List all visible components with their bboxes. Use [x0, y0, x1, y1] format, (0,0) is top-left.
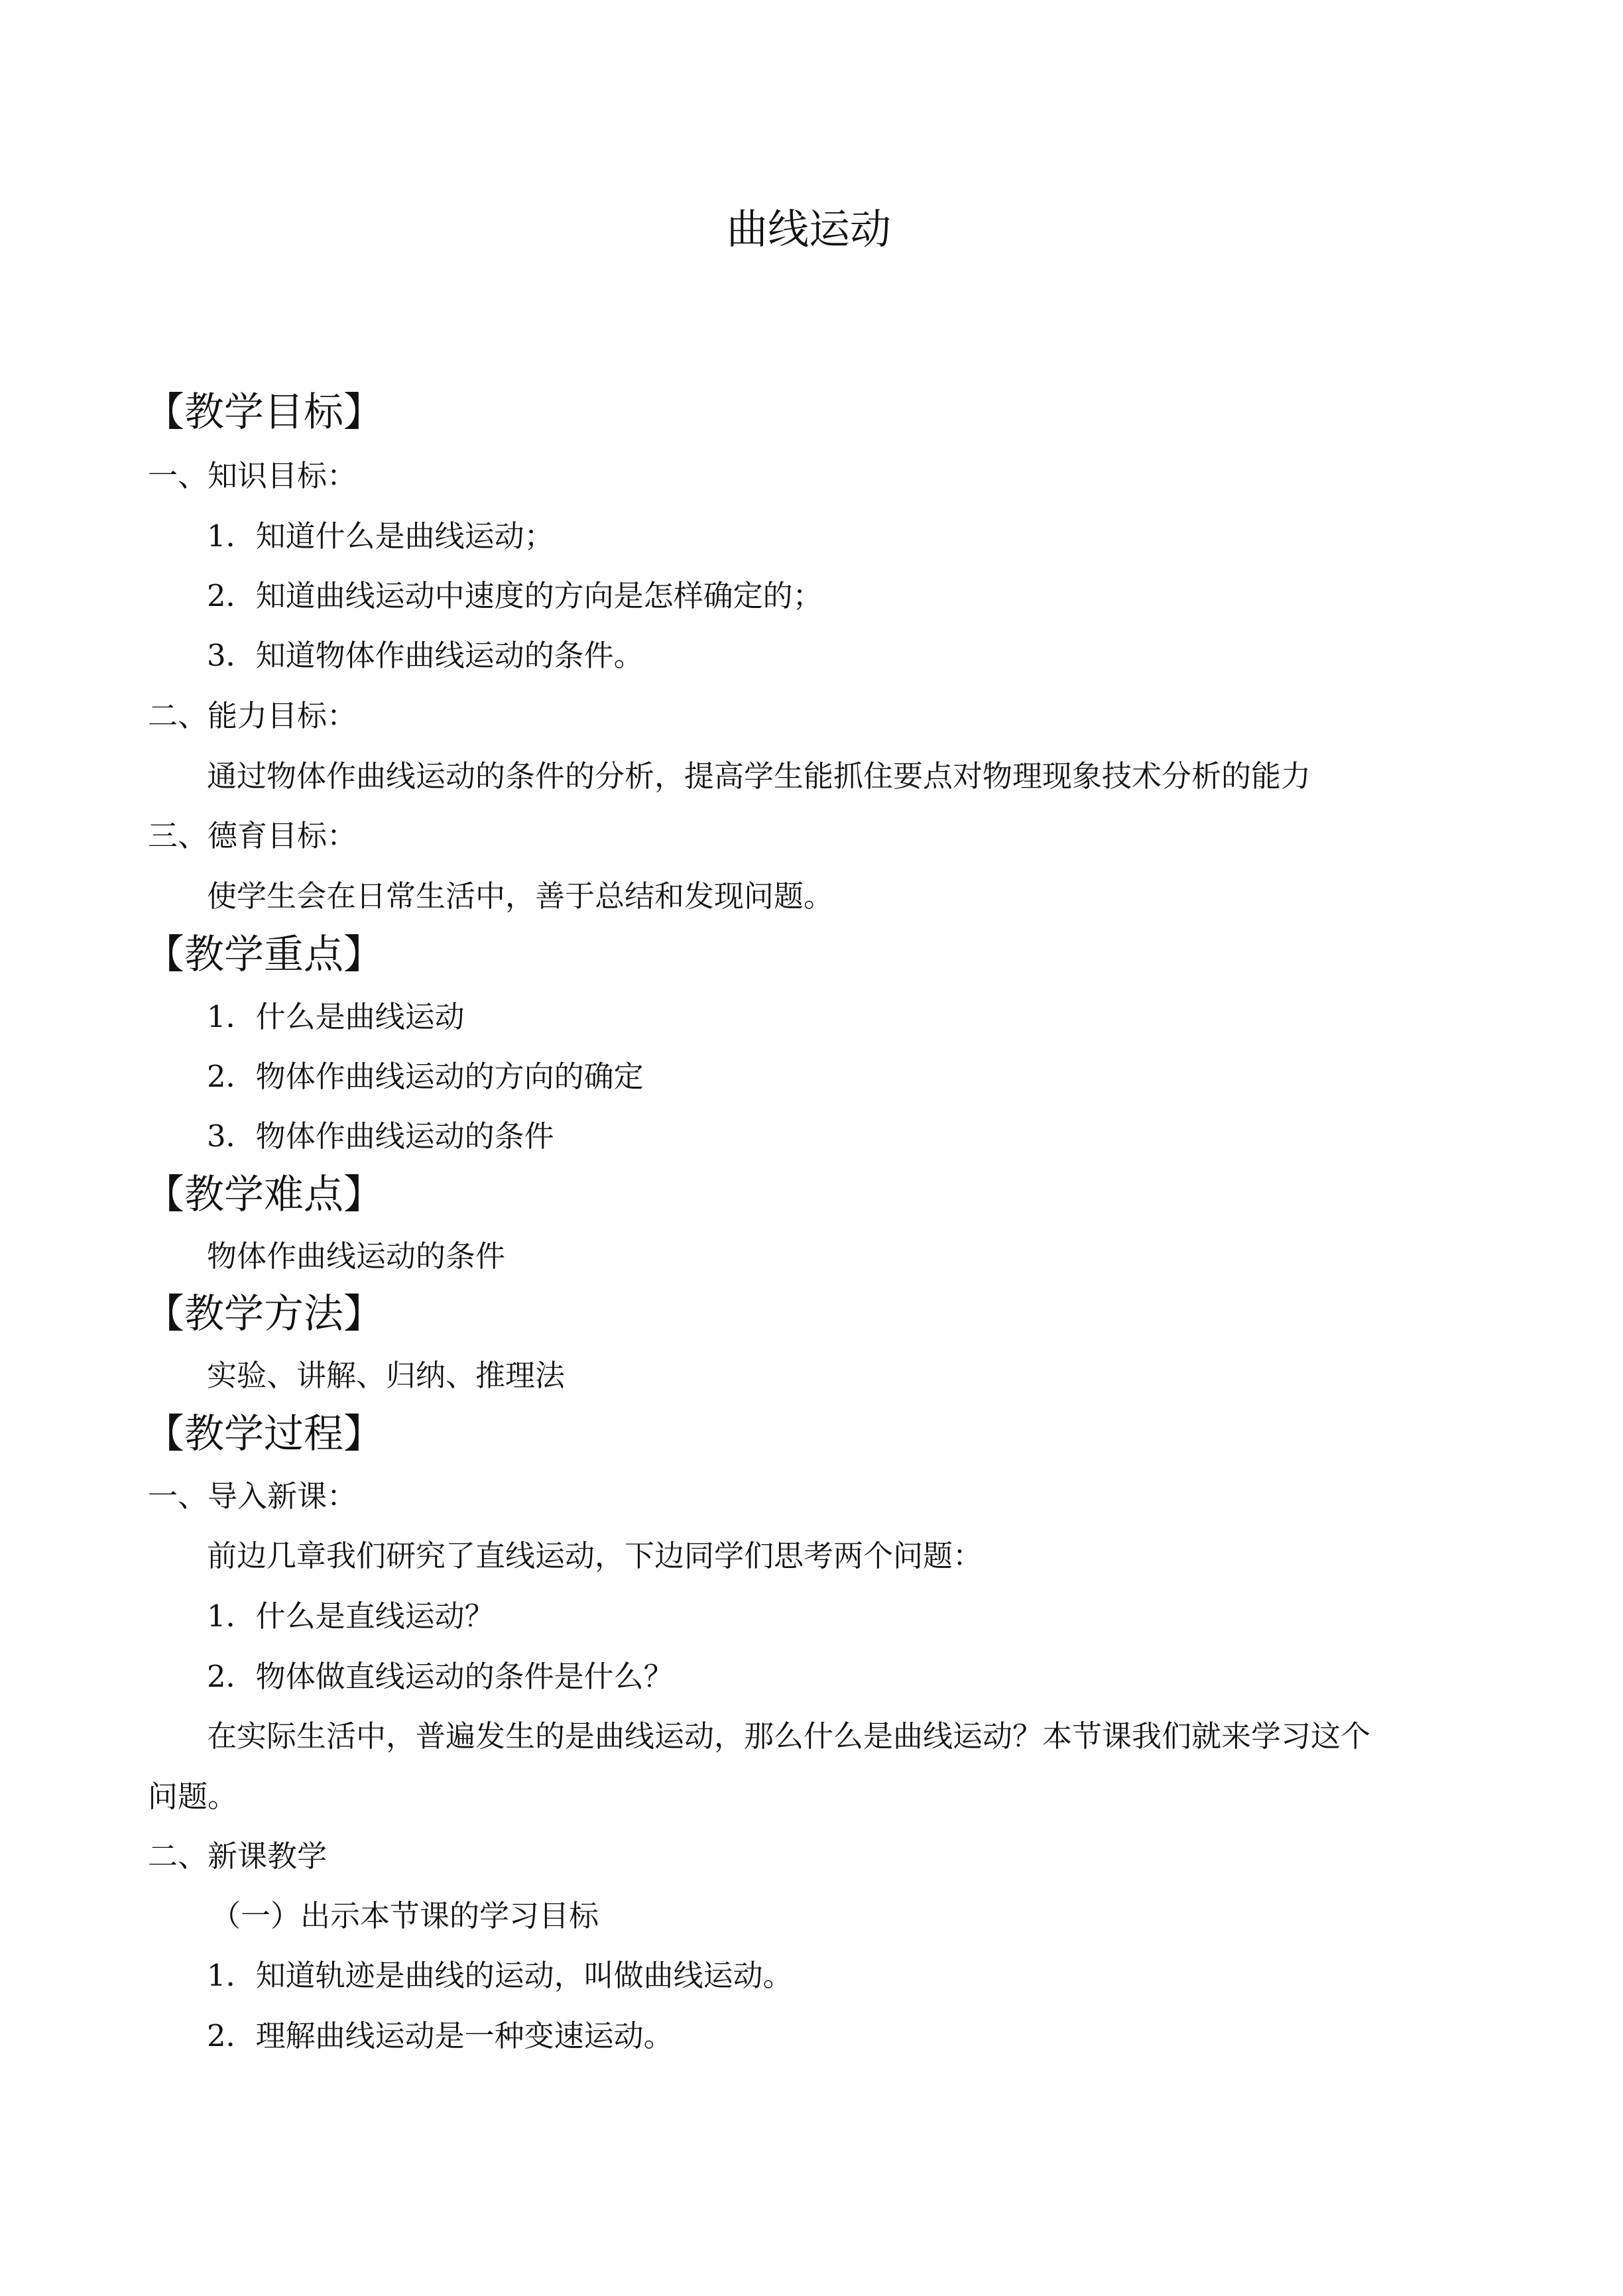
section-heading-teaching-goals: 【教学目标】	[145, 389, 383, 436]
difficulty-text: 物体作曲线运动的条件	[207, 1239, 506, 1274]
section-heading-difficulty: 【教学难点】	[145, 1172, 383, 1218]
key-point-item: 1．什么是曲线运动	[207, 999, 465, 1034]
key-point-item: 3．物体作曲线运动的条件	[207, 1118, 554, 1154]
moral-goals-heading: 三、德育目标：	[148, 818, 357, 853]
new-lesson-item: 1．知道轨迹是曲线的运动，叫做曲线运动。	[207, 1958, 793, 1993]
knowledge-goals-heading: 一、知识目标：	[148, 458, 357, 493]
knowledge-goal-item: 1．知道什么是曲线运动；	[207, 518, 554, 554]
intro-text: 前边几章我们研究了直线运动，下边同学们思考两个问题：	[207, 1538, 983, 1573]
moral-goals-text: 使学生会在日常生活中，善于总结和发现问题。	[207, 878, 834, 914]
learning-goals-subheading: （一）出示本节课的学习目标	[211, 1898, 599, 1933]
new-lesson-heading: 二、新课教学	[148, 1839, 328, 1874]
intro-paragraph-line-2: 问题。	[148, 1779, 238, 1814]
intro-question: 1．什么是直线运动？	[207, 1599, 495, 1634]
methods-text: 实验、讲解、归纳、推理法	[207, 1358, 566, 1393]
section-heading-key-points: 【教学重点】	[145, 932, 383, 978]
intro-paragraph-line-1: 在实际生活中，普遍发生的是曲线运动，那么什么是曲线运动？本节课我们就来学习这个	[207, 1719, 1371, 1754]
intro-heading: 一、导入新课：	[148, 1479, 357, 1514]
ability-goals-text: 通过物体作曲线运动的条件的分析，提高学生能抓住要点对物理现象技术分析的能力	[207, 758, 1311, 794]
knowledge-goal-item: 2．知道曲线运动中速度的方向是怎样确定的；	[207, 578, 823, 613]
section-heading-methods: 【教学方法】	[145, 1291, 383, 1337]
key-point-item: 2．物体作曲线运动的方向的确定	[207, 1059, 644, 1094]
new-lesson-item: 2．理解曲线运动是一种变速运动。	[207, 2018, 674, 2053]
section-heading-process: 【教学过程】	[145, 1411, 383, 1457]
intro-question: 2．物体做直线运动的条件是什么？	[207, 1659, 674, 1694]
document-title: 曲线运动	[727, 205, 892, 253]
ability-goals-heading: 二、能力目标：	[148, 698, 357, 733]
knowledge-goal-item: 3．知道物体作曲线运动的条件。	[207, 638, 644, 673]
